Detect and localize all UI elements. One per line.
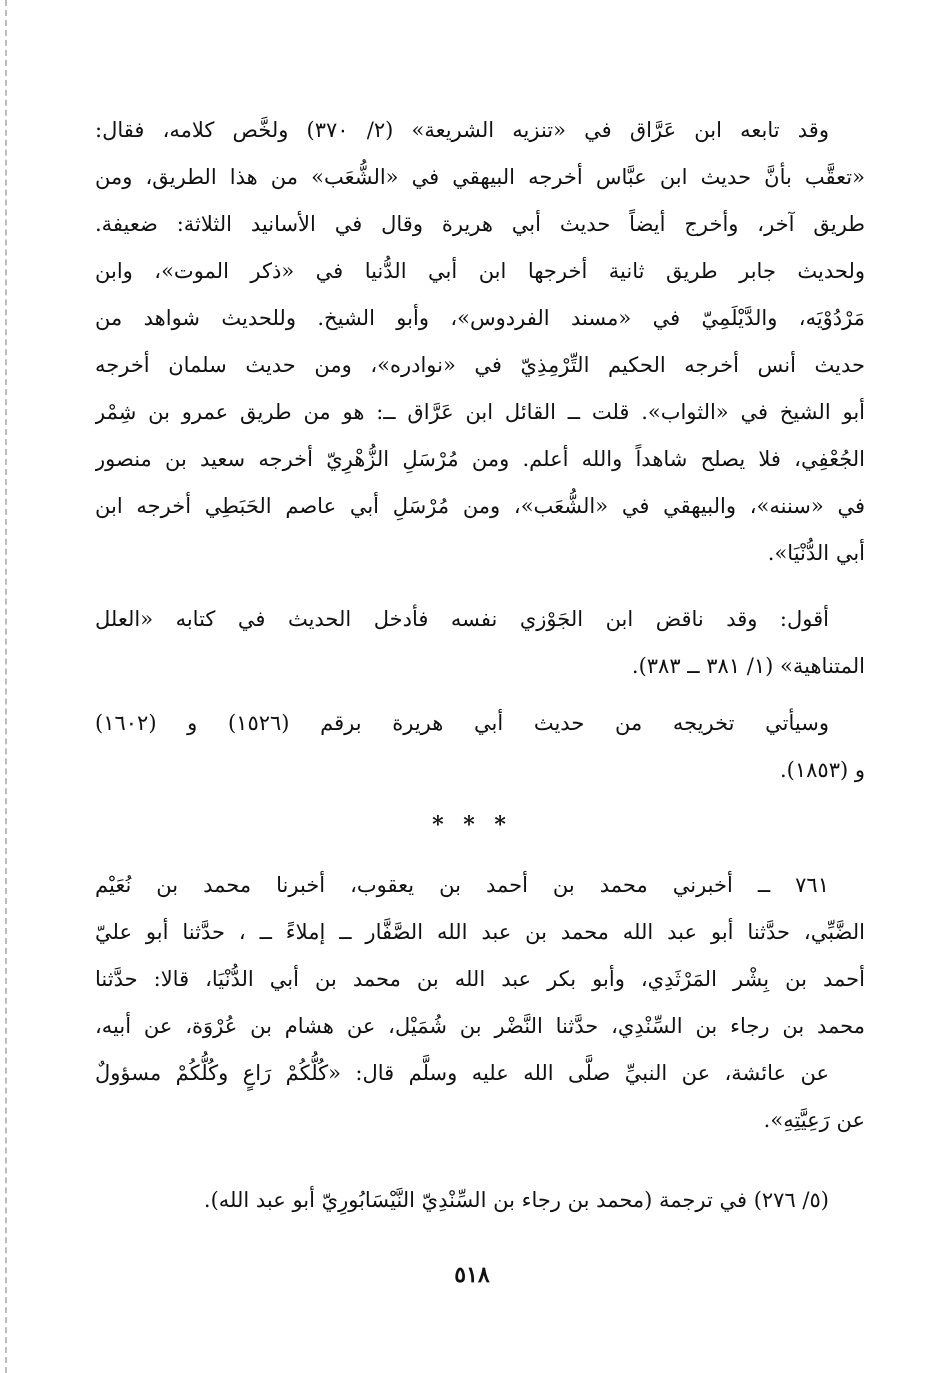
text-line: أقول: وقد ناقض ابن الجَوْزي نفسه فأدخل الحديث في كتابه «العلل [95,607,829,631]
footnote [95,1177,865,1224]
text-line: في «سننه»، والبيهقي في «الشُّعَب»، ومن مُرْسَلِ أبي عاصم الحَبَطِي أخرجه ابن [95,494,865,518]
paragraph-comment [95,596,865,690]
paragraph-cross-reference [95,700,865,794]
footnote-line: (٥/ ٢٧٦) في ترجمة (محمد بن رجاء بن السِّنْدِيّ النَّيْسَابُورِيّ أبو عبد الله). [203,1188,829,1212]
hadith-line: أحمد بن بِشْر المَرْثَدِي، وأبو بكر عبد الله بن محمد بن أبي الدُّنْيَا، قالا: حدَّثنا [95,967,865,991]
text-line: الجُعْفِي، فلا يصلح شاهداً والله أعلم. ومن مُرْسَلِ الزُّهْرِيّ أخرجه سعيد بن منصور [95,447,865,471]
text-line: أبو الشيخ في «الثواب». قلت ــ القائل ابن عَرَّاق ــ: هو من طريق عمرو بن شِمْر [95,400,865,424]
hadith-entry [95,862,865,1144]
text-line: وسيأتي تخريجه من حديث أبي هريرة برقم (١٥٢٦) و (١٦٠٢) [95,711,829,735]
text-line: و (١٨٥٣). [779,758,865,782]
hadith-line: عن عائشة، عن النبيِّ صلَّى الله عليه وسلَّم قال: «كُلُّكُمْ رَاعٍ وكُلُّكُمْ مسؤولٌ [95,1061,829,1085]
text-line: طريق آخر، وأخرج أيضاً حديث أبي هريرة وقال في الأسانيد الثلاثة: ضعيفة. [95,212,865,236]
paragraph-quotation [95,107,865,577]
hadith-line: محمد بن رجاء بن السِّنْدِي، حدَّثنا النَّضْر بن شُمَيْل، عن هشام بن عُرْوَة، عن أبيه، [95,1014,865,1038]
section-separator: * * * [432,812,512,838]
scan-edge-rule [5,0,7,1373]
hadith-line: الضَّبِّي، حدَّثنا أبو عبد الله محمد بن عبد الله الصَّفَّار ــ إملاءً ــ ، حدَّثنا أبو عليّ [95,920,865,944]
hadith-line: عن رَعِيَّتِهِ». [763,1108,865,1132]
text-line: وقد تابعه ابن عَرَّاق في «تنزيه الشريعة» (٢/ ٣٧٠) ولخَّص كلامه، فقال: [95,118,829,142]
hadith-line: ٧٦١ ــ أخبرني محمد بن أحمد بن يعقوب، أخبرنا محمد بن نُعَيْم [95,873,829,897]
page-number: ٥١٨ [454,1262,490,1288]
text-line: ولحديث جابر طريق ثانية أخرجها ابن أبي الدُّنيا في «ذكر الموت»، وابن [95,259,865,283]
text-line: حديث أنس أخرجه الحكيم التِّرْمِذِيّ في «نوادره»، ومن حديث سلمان أخرجه [95,353,865,377]
text-line: «تعقَّب بأنَّ حديث ابن عبَّاس أخرجه البيهقي في «الشُّعَب» من هذا الطريق، ومن [95,165,865,189]
text-line: المتناهية» (١/ ٣٨١ ــ ٣٨٣). [631,654,865,678]
text-line: مَرْدُوْيَه، والدَّيْلَمِيّ في «مسند الفردوس»، وأبو الشيخ. وللحديث شواهد من [95,306,865,330]
text-line: أبي الدُّنْيَا». [767,541,865,565]
